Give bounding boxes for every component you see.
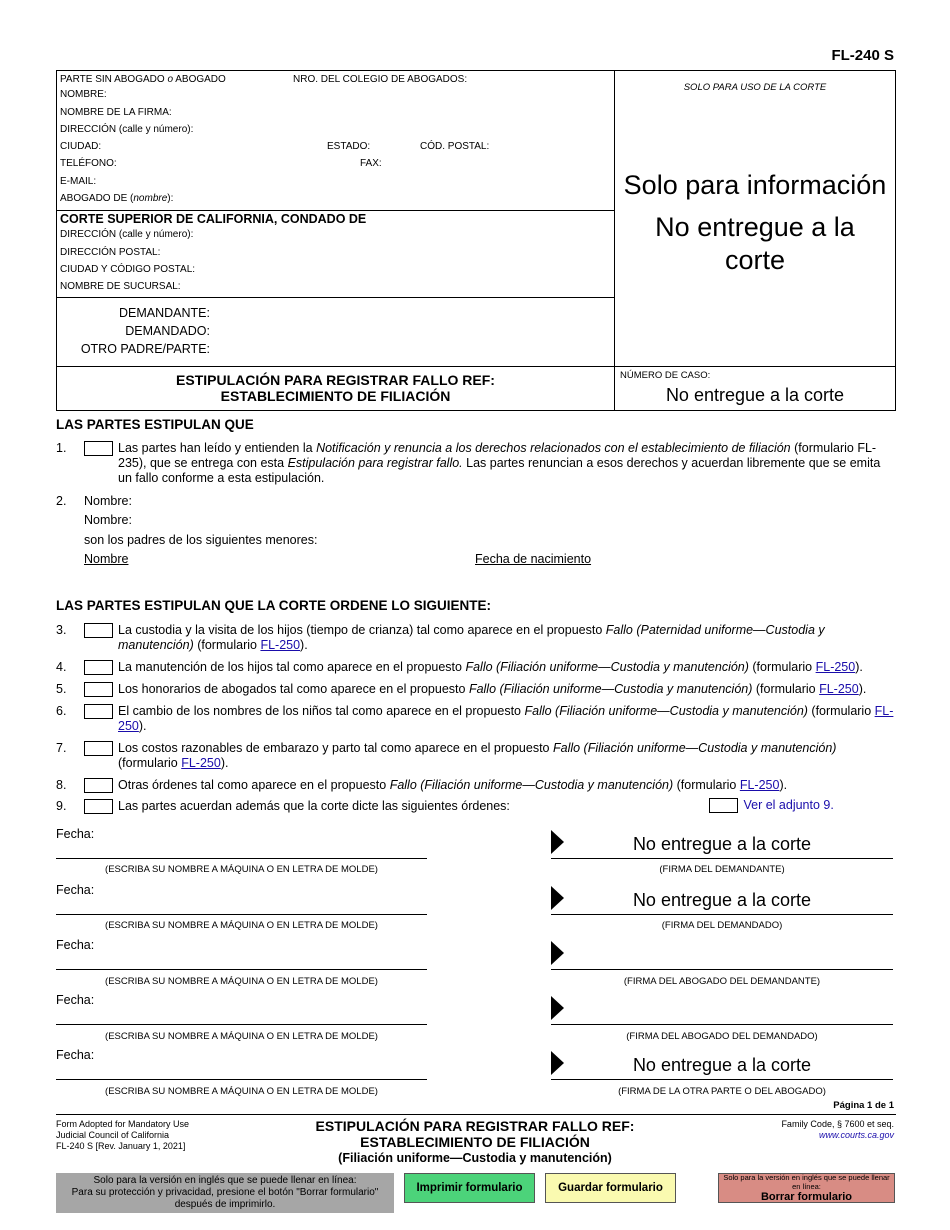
print-form-button[interactable]: Imprimir formulario <box>404 1173 535 1203</box>
fl-250-link[interactable]: FL-250 <box>260 638 301 652</box>
print-name-line-5 <box>56 1079 427 1080</box>
child-name-header: Nombre <box>84 552 129 566</box>
print-name-caption-1: (ESCRIBA SU NOMBRE A MÁQUINA O EN LETRA DE MOLDE) <box>105 864 378 875</box>
case-number-label: NÚMERO DE CASO: <box>620 370 711 381</box>
court-city-zip-label: CIUDAD Y CÓDIGO POSTAL: <box>60 264 196 275</box>
item-number: 4. <box>56 660 67 674</box>
court-title: CORTE SUPERIOR DE CALIFORNIA, CONDADO DE <box>60 212 367 226</box>
email-label: E-MAIL: <box>60 176 97 187</box>
print-name-caption-5: (ESCRIBA SU NOMBRE A MÁQUINA O EN LETRA DE MOLDE) <box>105 1086 378 1097</box>
page-number: Página 1 de 1 <box>833 1100 894 1111</box>
child-dob-header: Fecha de nacimiento <box>475 552 592 566</box>
date-label-5: Fecha: <box>56 1048 95 1062</box>
name-label: NOMBRE: <box>60 89 107 100</box>
date-label-4: Fecha: <box>56 993 95 1007</box>
form-title-line1: ESTIPULACIÓN PARA REGISTRAR FALLO REF: <box>176 372 495 388</box>
checkbox-5[interactable] <box>84 682 113 697</box>
signature-caption-respondent-attorney: (FIRMA DEL ABOGADO DEL DEMANDADO) <box>626 1031 818 1042</box>
footer-code: Family Code, § 7600 et seq. www.courts.ca.gov <box>781 1119 894 1140</box>
signature-respondent-value: No entregue a la corte <box>632 890 812 910</box>
print-name-caption-4: (ESCRIBA SU NOMBRE A MÁQUINA O EN LETRA DE MOLDE) <box>105 1031 378 1042</box>
clear-form-label: Borrar formulario <box>760 1191 853 1203</box>
item-number: 6. <box>56 704 67 718</box>
attachment-9 <box>709 798 834 813</box>
item-3 <box>56 623 896 653</box>
signature-caption-petitioner-attorney: (FIRMA DEL ABOGADO DEL DEMANDANTE) <box>623 976 821 987</box>
clear-form-button[interactable] <box>718 1173 895 1203</box>
item-2 <box>56 494 896 548</box>
court-use-label: SOLO PARA USO DE LA CORTE <box>683 82 827 93</box>
fl-250-link[interactable]: FL-250 <box>739 778 780 792</box>
bar-number-label: NRO. DEL COLEGIO DE ABOGADOS: <box>293 74 468 85</box>
date-label-2: Fecha: <box>56 883 95 897</box>
checkbox-6[interactable] <box>84 704 113 719</box>
footer-title-line3: (Filiación uniforme—Custodia y manutención) <box>338 1151 612 1165</box>
footer-title-line1: ESTIPULACIÓN PARA REGISTRAR FALLO REF: <box>315 1118 635 1134</box>
date-label-3: Fecha: <box>56 938 95 952</box>
court-branch-label: NOMBRE DE SUCURSAL: <box>60 281 181 292</box>
item-1 <box>56 441 896 486</box>
court-address-label: DIRECCIÓN (calle y número): <box>60 229 194 240</box>
signature-arrow-icon <box>551 941 564 965</box>
checkbox-9[interactable] <box>84 799 113 814</box>
print-name-line-1 <box>56 858 427 859</box>
privacy-notice-panel: Solo para la versión en inglés que se puede llenar en línea: Para su protección y privacidad, presione el botón "Borrar formulario" después de imprimirlo. <box>56 1173 394 1213</box>
attachment-9-checkbox[interactable] <box>709 798 738 813</box>
item-number: 1. <box>56 441 67 455</box>
parent-name-1-label: Nombre: <box>84 494 132 508</box>
form-id: FL-240 S <box>831 47 894 64</box>
item-4 <box>56 660 896 675</box>
item-6-text: El cambio de los nombres de los niños tal como aparece en el propuesto Fallo (Filiación uniforme—Custodia y manutención) (formulario FL-250). <box>118 704 894 733</box>
signature-line-2 <box>551 914 893 915</box>
zip-label: CÓD. POSTAL: <box>420 141 490 152</box>
firm-label: NOMBRE DE LA FIRMA: <box>60 107 172 118</box>
item-7-text: Los costos razonables de embarazo y parto tal como aparece en el propuesto Fallo (Filiación uniforme—Custodia y manutención) (formulario FL-250). <box>118 741 837 770</box>
no-deliver-notice: No entregue a la corte <box>655 212 855 275</box>
clear-form-note: Solo para la versión en inglés que se puede llenar en línea: <box>723 1173 890 1191</box>
other-party-label: OTRO PADRE/PARTE: <box>80 342 210 356</box>
section-heading-stipulate: LAS PARTES ESTIPULAN QUE <box>56 417 254 432</box>
item-5 <box>56 682 896 697</box>
item-number: 9. <box>56 799 67 813</box>
item-3-text: La custodia y la visita de los hijos (tiempo de crianza) tal como aparece en el propuesto Fallo (Paternidad uniforme—Custodia y manutención) (formulario FL-250). <box>118 623 825 652</box>
signature-line-5 <box>551 1079 893 1080</box>
item-9-text: Las partes acuerdan además que la corte dicte las siguientes órdenes: <box>118 799 510 813</box>
item-number: 5. <box>56 682 67 696</box>
case-number-value: No entregue a la corte <box>665 385 845 405</box>
checkbox-1[interactable] <box>84 441 113 456</box>
respondent-label: DEMANDADO: <box>125 324 210 338</box>
save-form-button[interactable]: Guardar formulario <box>545 1173 676 1203</box>
item-number: 7. <box>56 741 67 755</box>
courts-url-link[interactable]: www.courts.ca.gov <box>818 1130 894 1140</box>
print-name-line-4 <box>56 1024 427 1025</box>
phone-label: TELÉFONO: <box>60 158 117 169</box>
parents-of-label: son los padres de los siguientes menores: <box>84 533 318 547</box>
footer-title <box>240 1118 710 1166</box>
petitioner-label: DEMANDANTE: <box>119 306 210 320</box>
item-number: 3. <box>56 623 67 637</box>
city-label: CIUDAD: <box>60 141 102 152</box>
print-name-line-2 <box>56 914 427 915</box>
print-name-line-3 <box>56 969 427 970</box>
fl-250-link[interactable]: FL-250 <box>815 660 856 674</box>
checkbox-4[interactable] <box>84 660 113 675</box>
item-6 <box>56 704 896 734</box>
footer-title-line2: ESTABLECIMIENTO DE FILIACIÓN <box>360 1134 590 1150</box>
signature-line-3 <box>551 969 893 970</box>
party-label: PARTE SIN ABOGADO o ABOGADO <box>60 74 226 85</box>
form-title <box>56 372 615 404</box>
form-title-line2: ESTABLECIMIENTO DE FILIACIÓN <box>220 388 451 404</box>
checkbox-7[interactable] <box>84 741 113 756</box>
state-label: ESTADO: <box>327 141 371 152</box>
item-7 <box>56 741 896 771</box>
signature-line-1 <box>551 858 893 859</box>
court-mailing-label: DIRECCIÓN POSTAL: <box>60 247 161 258</box>
fax-label: FAX: <box>360 158 382 169</box>
attachment-9-label: Ver el adjunto 9. <box>743 798 834 812</box>
checkbox-8[interactable] <box>84 778 113 793</box>
item-5-text: Los honorarios de abogados tal como aparece en el propuesto Fallo (Filiación uniforme—Custodia y manutención) (formulario FL-250). <box>118 682 867 696</box>
item-number: 8. <box>56 778 67 792</box>
item-number: 2. <box>56 494 67 508</box>
print-name-caption-3: (ESCRIBA SU NOMBRE A MÁQUINA O EN LETRA DE MOLDE) <box>105 976 378 987</box>
footer-rule <box>56 1114 896 1115</box>
item-4-text: La manutención de los hijos tal como aparece en el propuesto Fallo (Filiación uniforme—Custodia y manutención) (formulario FL-250). <box>118 660 863 674</box>
signature-caption-petitioner: (FIRMA DEL DEMANDANTE) <box>659 864 785 875</box>
signature-arrow-icon <box>551 996 564 1020</box>
fl-250-link[interactable]: FL-250 <box>181 756 221 770</box>
section-heading-orders: LAS PARTES ESTIPULAN QUE LA CORTE ORDENE LO SIGUIENTE: <box>56 598 492 613</box>
signature-petitioner-value: No entregue a la corte <box>632 834 812 854</box>
address-label: DIRECCIÓN (calle y número): <box>60 124 194 135</box>
signature-line-4 <box>551 1024 893 1025</box>
item-8-text: Otras órdenes tal como aparece en el propuesto Fallo (Filiación uniforme—Custodia y manutención) (formulario FL-250). <box>118 778 788 792</box>
item-8 <box>56 778 896 793</box>
signature-caption-respondent: (FIRMA DEL DEMANDADO) <box>661 920 783 931</box>
signature-caption-other: (FIRMA DE LA OTRA PARTE O DEL ABOGADO) <box>618 1086 826 1097</box>
date-label-1: Fecha: <box>56 827 95 841</box>
checkbox-3[interactable] <box>84 623 113 638</box>
print-name-caption-2: (ESCRIBA SU NOMBRE A MÁQUINA O EN LETRA DE MOLDE) <box>105 920 378 931</box>
attorney-for-label: ABOGADO DE (nombre): <box>60 193 174 204</box>
footer-adoption: Form Adopted for Mandatory Use Judicial Council of California FL-240 S [Rev. January 1, 2021] <box>56 1119 190 1151</box>
signature-other-value: No entregue a la corte <box>632 1055 812 1075</box>
fl-250-link[interactable]: FL-250 <box>819 682 859 696</box>
info-only-notice: Solo para información <box>623 170 887 200</box>
fl-250-link[interactable]: FL-250 <box>118 704 894 733</box>
item-1-text: Las partes han leído y entienden la Notificación y renuncia a los derechos relacionados con el establecimiento de filiación (formulario FL-235), que se entrega con esta Estipulación para registrar fallo. Las partes renuncian a esos derechos y acuerdan libremente que se emita un fallo conforme a esta estipulación. <box>118 441 881 485</box>
parent-name-2-label: Nombre: <box>84 513 132 527</box>
